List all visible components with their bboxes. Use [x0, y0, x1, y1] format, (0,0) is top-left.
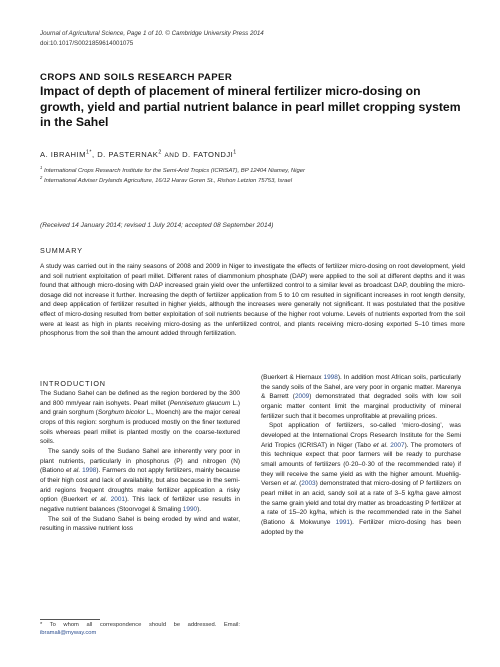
received-dates: (Received 14 January 2014; revised 1 July 2014; accepted 08 September 2014) — [40, 222, 274, 229]
intro-paragraph-3: The soil of the Sudano Sahel is being eroded by wind and water, resulting in massive nutrient loss — [40, 515, 240, 533]
affiliation-1-number: 1 — [40, 165, 43, 171]
citation-link[interactable]: 2007 — [390, 441, 405, 449]
citation-link[interactable]: 1990 — [182, 505, 198, 513]
et-al: et al — [91, 496, 106, 504]
text-run: ). In addition most African soils, particularly the sandy soils of the Sahel, are very poor in organic matter. Marenya & Barrett ( — [261, 374, 461, 401]
text-run: ). The promoters of this technique expect that poor farmers will be ready to purchase small amounts of fertilizers (0·20–0·30 of the recommended rate) if they will receive the same yield as with the higher amount. Muehlig-Versen — [261, 441, 461, 488]
affiliation-2-number: 2 — [40, 175, 43, 181]
text-run: (Buerkert & Hiernaux — [261, 374, 324, 381]
text-run: ). Farmers do not apply fertilizers, mainly because of their high cost and lack of availability, but also because in the semi-arid regions frequent droughts make fertilizer application a risky option (Buerkert — [40, 467, 240, 504]
text-run: . — [105, 496, 111, 504]
intro-paragraph-2 — [40, 447, 240, 515]
text-run: ) demonstrated that micro-dosing of P fertilizers on pearl millet in an acid, sandy soil at a rate of 3–5 kg/ha gave almost the same grain yield and total dry matter as broadcasting P fertilizer at a rate of 15–20 kg/ha, which is the recommended rate in the Sahel (Bationo & Mokwunye — [261, 480, 461, 526]
text-run: ). Fertilizer micro-dosing has been adopted by the — [261, 518, 461, 536]
text-run: L., Moench) are the major cereal crops of this region: sorghum is produced mostly on the finer textured soils whereas pearl millet is planted mostly on the coarse-textured soils. — [40, 409, 240, 446]
text-run: L.) and grain sorghum ( — [40, 399, 240, 417]
species-name: Sorghum bicolor — [97, 409, 145, 417]
affiliation-1 — [40, 165, 305, 174]
summary-text: A study was carried out in the rainy seasons of 2008 and 2009 in Niger to investigate the effects of fertilizer micro-dosing on root development, yield and soil nutrient exploitation of pearl millet. Different rates of diammonium phosphate (DAP) were applied to the soil at different depths and it was found that although micro-dosing with DAP increased grain yield over the unfertilized control to a similar level as broadcast DAP, doubling the micro-dosage did not increase it further. Increasing the depth of fertilizer application from 5 to 10 cm resulted in significant increases in root length density, and deep application of fertilizer resulted in higher yields, although the increases were generally not significant. It was postulated that the positive effect of micro-dosing resulted from better exploitation of soil nutrients because of the higher root volume. Levels of nutrients exported from the soil were at least as high in plants receiving micro-dosing as the unfertilized control, and plants receiving micro-dosing exported 5–10 times more phosphorus from the soil than the amount added through fertilization. — [40, 263, 465, 338]
footnote-rule — [40, 619, 100, 620]
author-1: A. IBRAHIM — [40, 150, 86, 159]
text-run: Spot application of fertilizers, so-called ‘micro-dosing’, was developed at the International Crops Research Institute for the Semi Arid Tropics (ICRISAT) in Niger (Tabo — [261, 422, 461, 449]
et-al: et al — [65, 467, 79, 475]
text-run: ). This lack of fertilizer use results in negative nutrient balances (Stoorvogel & Smaling — [40, 496, 241, 513]
author-3: D. FATONDJI — [182, 150, 234, 159]
left-column — [40, 389, 240, 534]
email-link[interactable]: ibramali@myway.com — [40, 629, 97, 636]
author-2-affil-mark: 2 — [158, 149, 162, 156]
affiliation-1-text: International Crops Research Institute for the Semi-Arid Tropics (ICRISAT), BP 12404 Niamey, Niger — [43, 168, 305, 174]
citation-link[interactable]: 1998 — [82, 467, 97, 475]
footnote-text: * To whom all correspondence should be addressed. Email: — [40, 622, 240, 628]
text-run: . — [78, 467, 83, 475]
text-run: . — [386, 441, 391, 449]
correspondence-footnote — [40, 622, 240, 637]
species-name: Pennisetum glaucum — [169, 399, 231, 407]
text-run: ). — [197, 505, 202, 513]
et-al: et al — [283, 480, 296, 488]
author-2: D. PASTERNAK — [97, 150, 159, 159]
author-conjunction: AND — [164, 152, 180, 159]
journal-citation: Journal of Agricultural Science, Page 1 of 10. © Cambridge University Press 2014 — [40, 30, 264, 37]
intro-paragraph-1 — [40, 389, 240, 447]
author-1-affil-mark: 1* — [85, 149, 92, 156]
et-al: et al — [373, 441, 387, 449]
author-3-affil-mark: 1 — [233, 149, 237, 156]
intro-paragraph-4 — [261, 373, 461, 421]
affiliation-2 — [40, 175, 293, 184]
author-list: A. $IBRAHIM^{1*}$, D. PASTERNAK$^2$ AND D. FATONDJI$^1$ — [40, 149, 237, 159]
citation-link[interactable]: 2001 — [110, 496, 125, 504]
text-run: The sandy soils of the Sudano Sahel are inherently very poor in plant nutrients, particularly in phosphorus (P) and nitrogen (N) (Bationo — [40, 447, 240, 475]
citation-link[interactable]: 2009 — [294, 393, 310, 401]
affiliation-2-text: International Adviser Drylands Agriculture, 16/12 Harav Goren St., Rishon Letzion 75753, Israel — [43, 178, 293, 184]
text-run: . ( — [295, 480, 302, 488]
paper-title: Impact of depth of placement of mineral fertilizer micro-dosing on growth, yield and partial nutrient balance in pearl millet cropping system in the Sahel — [40, 84, 461, 129]
text-run: The Sudano Sahel can be defined as the region bordered by the 300 and 800 mm/year rain isohyets. Pearl millet ( — [40, 390, 240, 407]
introduction-heading: INTRODUCTION — [40, 379, 106, 388]
citation-link[interactable]: 1991 — [335, 518, 350, 526]
citation-link[interactable]: 1998 — [323, 374, 338, 381]
citation-link[interactable]: 2003 — [301, 480, 316, 488]
summary-heading: SUMMARY — [40, 246, 83, 255]
intro-paragraph-5 — [261, 421, 461, 537]
doi: doi:10.1017/S0021859614001075 — [40, 40, 134, 47]
text-run: ) demonstrated that degraded soils with low soil organic matter content limit the marginal productivity of mineral fertilizer such that it becomes unprofitable at prevailing prices. — [261, 393, 461, 420]
right-column — [261, 373, 461, 537]
section-label: CROPS AND SOILS RESEARCH PAPER — [40, 72, 233, 83]
